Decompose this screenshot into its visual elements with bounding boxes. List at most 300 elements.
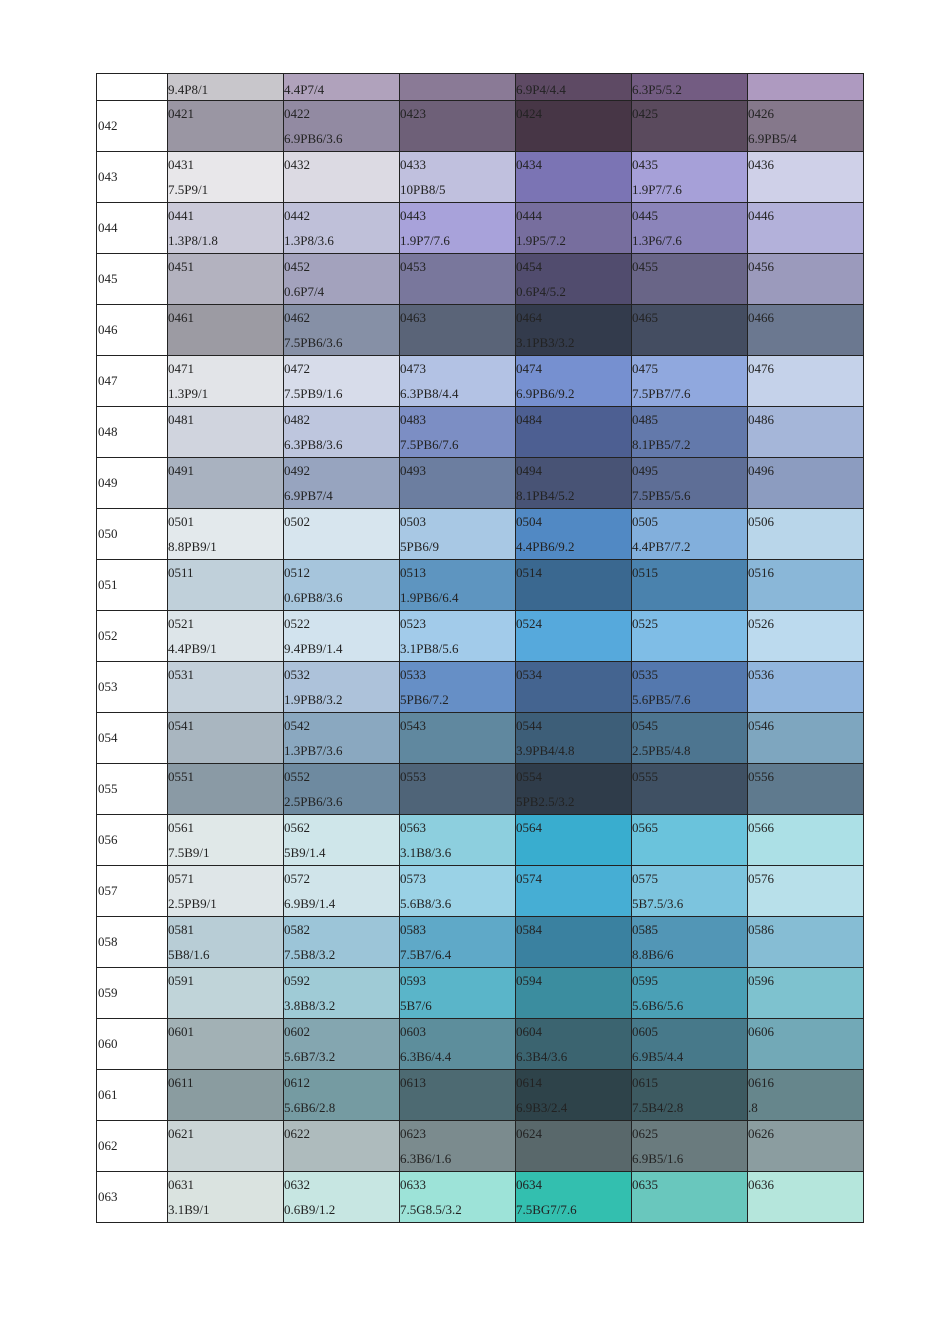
swatch-code: 0526 <box>748 616 774 631</box>
swatch-code: 0582 <box>284 922 310 937</box>
swatch-code: 0435 <box>632 157 658 172</box>
swatch-code: 0491 <box>168 463 194 478</box>
swatch-munsell-value: 5.6B6/2.8 <box>284 1100 336 1115</box>
swatch-code: 0596 <box>748 973 774 988</box>
swatch-code: 0432 <box>284 157 310 172</box>
swatch-munsell-value <box>516 585 631 610</box>
table-row <box>97 1019 864 1070</box>
swatch-code: 0436 <box>748 157 774 172</box>
color-swatch-cell <box>748 458 864 509</box>
color-chart-body <box>97 74 864 1223</box>
swatch-munsell-value: 3.8B8/3.2 <box>284 998 336 1013</box>
color-swatch-cell <box>168 917 284 968</box>
table-row <box>97 458 864 509</box>
swatch-munsell-value <box>516 891 631 916</box>
color-swatch-cell <box>516 866 632 917</box>
swatch-munsell-value <box>516 687 631 712</box>
swatch-munsell-value <box>748 279 863 304</box>
color-swatch-cell <box>400 764 516 815</box>
swatch-munsell-value <box>632 789 747 814</box>
color-swatch-cell <box>516 815 632 866</box>
swatch-code: 0625 <box>632 1126 658 1141</box>
swatch-munsell-value: 10PB8/5 <box>400 182 446 197</box>
swatch-munsell-value <box>748 381 863 406</box>
swatch-munsell-value: 5PB6/9 <box>400 539 440 554</box>
color-swatch-cell <box>168 1121 284 1172</box>
row-label: 053 <box>97 662 168 713</box>
swatch-code: 0552 <box>284 769 310 784</box>
swatch-munsell-value: 1.3P6/7.6 <box>632 233 682 248</box>
color-swatch-cell <box>168 1019 284 1070</box>
color-swatch-cell <box>400 458 516 509</box>
swatch-code: 0515 <box>632 565 658 580</box>
swatch-code: 0541 <box>168 718 194 733</box>
swatch-munsell-value <box>284 177 399 202</box>
table-row <box>97 254 864 305</box>
swatch-code: 0624 <box>516 1126 542 1141</box>
swatch-munsell-value: 5.6B7/3.2 <box>284 1049 336 1064</box>
table-row <box>97 662 864 713</box>
swatch-code: 0593 <box>400 973 426 988</box>
swatch-code: 0616 <box>748 1075 774 1090</box>
swatch-munsell-value <box>284 534 399 559</box>
color-swatch-cell <box>632 917 748 968</box>
swatch-code: 0623 <box>400 1126 426 1141</box>
color-swatch-cell <box>168 815 284 866</box>
color-swatch-cell <box>748 356 864 407</box>
color-swatch-cell <box>748 509 864 560</box>
swatch-code: 0563 <box>400 820 426 835</box>
swatch-munsell-value: 3.1B8/3.6 <box>400 845 452 860</box>
swatch-code: 0472 <box>284 361 310 376</box>
swatch-code: 0602 <box>284 1024 310 1039</box>
color-swatch-cell <box>400 917 516 968</box>
swatch-munsell-value <box>748 687 863 712</box>
color-swatch-cell <box>400 1070 516 1121</box>
swatch-munsell-value: 5PB6/7.2 <box>400 692 449 707</box>
color-swatch-cell <box>516 356 632 407</box>
swatch-munsell-value: 2.5PB6/3.6 <box>284 794 343 809</box>
color-swatch-cell <box>284 458 400 509</box>
color-swatch-cell <box>284 1070 400 1121</box>
color-swatch-cell <box>516 74 632 101</box>
color-swatch-cell <box>516 560 632 611</box>
swatch-code: 0621 <box>168 1126 194 1141</box>
swatch-munsell-value: 6.9B9/1.4 <box>284 896 336 911</box>
swatch-code: 0543 <box>400 718 426 733</box>
swatch-code: 0591 <box>168 973 194 988</box>
swatch-munsell-value <box>748 840 863 865</box>
swatch-munsell-value <box>748 330 863 355</box>
swatch-munsell-value: 6.3PB8/4.4 <box>400 386 459 401</box>
color-swatch-cell <box>284 152 400 203</box>
color-swatch-cell <box>632 815 748 866</box>
color-swatch-cell <box>168 1070 284 1121</box>
row-label: 048 <box>97 407 168 458</box>
color-swatch-cell <box>284 305 400 356</box>
color-swatch-cell <box>168 509 284 560</box>
swatch-code: 0423 <box>400 106 426 121</box>
table-row <box>97 713 864 764</box>
swatch-code: 0534 <box>516 667 542 682</box>
color-swatch-cell <box>400 713 516 764</box>
color-swatch-cell <box>748 917 864 968</box>
color-swatch-cell <box>748 1019 864 1070</box>
color-swatch-cell <box>516 662 632 713</box>
swatch-munsell-value <box>168 432 283 457</box>
swatch-munsell-value: 5B7.5/3.6 <box>632 896 684 911</box>
color-swatch-cell <box>168 662 284 713</box>
swatch-code: 0544 <box>516 718 542 733</box>
swatch-code: 0532 <box>284 667 310 682</box>
color-swatch-cell <box>284 917 400 968</box>
swatch-munsell-value: 3.1PB3/3.2 <box>516 335 575 350</box>
swatch-munsell-value: 7.5B4/2.8 <box>632 1100 684 1115</box>
swatch-munsell-value <box>748 1044 863 1069</box>
swatch-code: 0451 <box>168 259 194 274</box>
color-swatch-cell <box>284 866 400 917</box>
swatch-munsell-value: 6.3B6/4.4 <box>400 1049 452 1064</box>
color-swatch-cell <box>748 203 864 254</box>
swatch-munsell-value <box>632 330 747 355</box>
swatch-code: 0613 <box>400 1075 426 1090</box>
row-label: 051 <box>97 560 168 611</box>
swatch-munsell-value: 0.6P4/5.2 <box>516 284 566 299</box>
swatch-munsell-value <box>748 993 863 1018</box>
color-swatch-cell <box>516 764 632 815</box>
swatch-munsell-value: 5PB2.5/3.2 <box>516 794 575 809</box>
color-swatch-cell <box>516 458 632 509</box>
swatch-code: 0571 <box>168 871 194 886</box>
color-swatch-cell <box>284 1121 400 1172</box>
swatch-munsell-value <box>748 942 863 967</box>
color-swatch-cell <box>400 1172 516 1223</box>
swatch-code: 0524 <box>516 616 542 631</box>
color-swatch-cell <box>516 203 632 254</box>
swatch-code: 0443 <box>400 208 426 223</box>
swatch-code: 0533 <box>400 667 426 682</box>
color-swatch-cell <box>632 356 748 407</box>
swatch-munsell-value <box>516 1146 631 1171</box>
swatch-code: 0555 <box>632 769 658 784</box>
swatch-code: 0566 <box>748 820 774 835</box>
swatch-munsell-value <box>400 483 515 508</box>
color-swatch-cell <box>748 101 864 152</box>
swatch-munsell-value <box>748 534 863 559</box>
swatch-munsell-value <box>748 738 863 763</box>
color-swatch-cell <box>748 1070 864 1121</box>
color-swatch-cell <box>400 662 516 713</box>
swatch-code: 0631 <box>168 1177 194 1192</box>
swatch-code: 0562 <box>284 820 310 835</box>
color-swatch-cell <box>748 815 864 866</box>
color-swatch-cell <box>632 764 748 815</box>
swatch-code: 0551 <box>168 769 194 784</box>
color-swatch-cell <box>400 611 516 662</box>
swatch-munsell-value <box>168 1095 283 1120</box>
color-swatch-cell <box>516 305 632 356</box>
swatch-code: 0461 <box>168 310 194 325</box>
color-swatch-cell <box>632 407 748 458</box>
swatch-code: 0442 <box>284 208 310 223</box>
swatch-code: 0576 <box>748 871 774 886</box>
row-label: 044 <box>97 203 168 254</box>
swatch-code: 0553 <box>400 769 426 784</box>
swatch-munsell-value: 7.5PB6/7.6 <box>400 437 459 452</box>
table-row <box>97 866 864 917</box>
swatch-code: 0463 <box>400 310 426 325</box>
swatch-code: 0626 <box>748 1126 774 1141</box>
swatch-code: 0572 <box>284 871 310 886</box>
swatch-code: 0513 <box>400 565 426 580</box>
swatch-munsell-value: 4.4PB7/7.2 <box>632 539 691 554</box>
row-label: 060 <box>97 1019 168 1070</box>
color-swatch-cell <box>168 968 284 1019</box>
color-swatch-cell <box>284 713 400 764</box>
swatch-munsell-value: 1.9P7/7.6 <box>400 233 450 248</box>
swatch-munsell-value: 1.9PB6/6.4 <box>400 590 459 605</box>
swatch-code: 0575 <box>632 871 658 886</box>
swatch-code: 0516 <box>748 565 774 580</box>
swatch-munsell-value <box>168 1044 283 1069</box>
color-swatch-cell <box>168 866 284 917</box>
swatch-munsell-value: 6.3PB8/3.6 <box>284 437 343 452</box>
color-swatch-cell <box>516 1019 632 1070</box>
swatch-munsell-value: 7.5B9/1 <box>168 845 210 860</box>
swatch-munsell-value: .8 <box>748 1100 758 1115</box>
table-row <box>97 560 864 611</box>
color-swatch-cell <box>748 560 864 611</box>
swatch-code: 0583 <box>400 922 426 937</box>
swatch-munsell-value <box>748 891 863 916</box>
swatch-munsell-value <box>400 126 515 151</box>
row-label: 059 <box>97 968 168 1019</box>
swatch-munsell-value <box>516 432 631 457</box>
color-swatch-cell <box>400 815 516 866</box>
color-swatch-cell <box>284 560 400 611</box>
swatch-munsell-value <box>168 279 283 304</box>
table-row <box>97 764 864 815</box>
color-swatch-cell <box>632 1070 748 1121</box>
table-row <box>97 305 864 356</box>
color-swatch-cell <box>400 74 516 101</box>
table-row <box>97 203 864 254</box>
color-swatch-cell <box>284 101 400 152</box>
row-label <box>97 74 168 101</box>
swatch-munsell-value: 5.6B6/5.6 <box>632 998 684 1013</box>
swatch-code: 0636 <box>748 1177 774 1192</box>
swatch-code: 0426 <box>748 106 774 121</box>
row-label: 043 <box>97 152 168 203</box>
color-swatch-cell <box>748 968 864 1019</box>
color-swatch-cell <box>400 1121 516 1172</box>
swatch-code: 0573 <box>400 871 426 886</box>
swatch-code: 0486 <box>748 412 774 427</box>
swatch-munsell-value <box>748 1146 863 1171</box>
color-swatch-cell <box>516 101 632 152</box>
swatch-munsell-value: 1.9P7/7.6 <box>632 182 682 197</box>
color-swatch-cell <box>284 509 400 560</box>
swatch-code: 0476 <box>748 361 774 376</box>
color-swatch-cell <box>400 968 516 1019</box>
swatch-munsell-value: 7.5PB7/7.6 <box>632 386 691 401</box>
row-label: 049 <box>97 458 168 509</box>
swatch-code: 0614 <box>516 1075 542 1090</box>
swatch-code: 0584 <box>516 922 542 937</box>
color-swatch-cell <box>168 254 284 305</box>
color-swatch-cell <box>400 305 516 356</box>
swatch-munsell-value: 8.8PB9/1 <box>168 539 217 554</box>
table-row <box>97 815 864 866</box>
swatch-code: 0434 <box>516 157 542 172</box>
color-swatch-cell <box>284 254 400 305</box>
row-label: 052 <box>97 611 168 662</box>
swatch-code: 0595 <box>632 973 658 988</box>
swatch-munsell-value: 4.4PB9/1 <box>168 641 217 656</box>
swatch-code: 0433 <box>400 157 426 172</box>
swatch-code: 0521 <box>168 616 194 631</box>
color-swatch-cell <box>748 764 864 815</box>
swatch-code: 0505 <box>632 514 658 529</box>
swatch-code: 0466 <box>748 310 774 325</box>
color-swatch-cell <box>632 1019 748 1070</box>
swatch-munsell-value <box>748 483 863 508</box>
swatch-code: 0422 <box>284 106 310 121</box>
color-swatch-cell <box>748 407 864 458</box>
color-swatch-cell <box>284 407 400 458</box>
swatch-munsell-value <box>516 942 631 967</box>
swatch-munsell-value: 7.5PB5/5.6 <box>632 488 691 503</box>
swatch-code: 0481 <box>168 412 194 427</box>
row-label: 045 <box>97 254 168 305</box>
color-swatch-cell <box>400 254 516 305</box>
swatch-code: 0493 <box>400 463 426 478</box>
swatch-code: 0594 <box>516 973 542 988</box>
color-swatch-cell <box>400 203 516 254</box>
swatch-munsell-value: 6.9PB6/3.6 <box>284 131 343 146</box>
table-row <box>97 968 864 1019</box>
color-swatch-cell <box>632 1121 748 1172</box>
color-swatch-cell <box>748 713 864 764</box>
swatch-munsell-value: 6.3B4/3.6 <box>516 1049 568 1064</box>
swatch-code: 0454 <box>516 259 542 274</box>
color-swatch-cell <box>748 254 864 305</box>
row-label: 056 <box>97 815 168 866</box>
swatch-munsell-value <box>748 432 863 457</box>
row-label: 042 <box>97 101 168 152</box>
color-swatch-cell <box>168 458 284 509</box>
color-swatch-cell <box>748 1172 864 1223</box>
color-swatch-cell <box>632 713 748 764</box>
swatch-munsell-value: 8.1PB5/7.2 <box>632 437 691 452</box>
swatch-code: 0556 <box>748 769 774 784</box>
swatch-code: 0465 <box>632 310 658 325</box>
table-row <box>97 1172 864 1223</box>
swatch-code: 0475 <box>632 361 658 376</box>
color-swatch-cell <box>168 611 284 662</box>
color-swatch-cell <box>632 662 748 713</box>
color-swatch-cell <box>400 560 516 611</box>
swatch-code: 0452 <box>284 259 310 274</box>
swatch-munsell-value <box>516 840 631 865</box>
row-label: 055 <box>97 764 168 815</box>
color-swatch-cell <box>284 356 400 407</box>
swatch-munsell-value: 6.9PB7/4 <box>284 488 333 503</box>
swatch-munsell-value <box>632 585 747 610</box>
swatch-code: 0502 <box>284 514 310 529</box>
swatch-munsell-value: 7.5B7/6.4 <box>400 947 452 962</box>
swatch-munsell-value <box>632 636 747 661</box>
swatch-munsell-value <box>168 738 283 763</box>
color-swatch-cell <box>168 101 284 152</box>
swatch-munsell-value <box>632 279 747 304</box>
swatch-code: 0611 <box>168 1075 194 1090</box>
swatch-munsell-value: 3.9PB4/4.8 <box>516 743 575 758</box>
swatch-munsell-value <box>748 585 863 610</box>
swatch-munsell-value <box>168 126 283 151</box>
swatch-munsell-value: 7.5B8/3.2 <box>284 947 336 962</box>
table-row <box>97 407 864 458</box>
color-swatch-cell <box>516 1070 632 1121</box>
color-swatch-cell <box>516 254 632 305</box>
swatch-munsell-value <box>748 636 863 661</box>
swatch-code: 0425 <box>632 106 658 121</box>
swatch-munsell-value: 9.4PB9/1.4 <box>284 641 343 656</box>
swatch-munsell-value: 3.1PB8/5.6 <box>400 641 459 656</box>
swatch-code: 0514 <box>516 565 542 580</box>
color-swatch-cell <box>516 1121 632 1172</box>
color-swatch-cell <box>168 74 284 101</box>
swatch-code: 0506 <box>748 514 774 529</box>
swatch-munsell-value: 7.5P9/1 <box>168 182 209 197</box>
swatch-munsell-value: 4.4PB6/9.2 <box>516 539 575 554</box>
swatch-munsell-value <box>400 330 515 355</box>
swatch-code: 0471 <box>168 361 194 376</box>
swatch-code: 0482 <box>284 412 310 427</box>
swatch-code: 0504 <box>516 514 542 529</box>
swatch-munsell-value: 6.3B6/1.6 <box>400 1151 452 1166</box>
swatch-code: 0431 <box>168 157 194 172</box>
row-label: 057 <box>97 866 168 917</box>
color-swatch-cell <box>632 968 748 1019</box>
swatch-munsell-value <box>168 1146 283 1171</box>
swatch-code: 0495 <box>632 463 658 478</box>
row-label: 063 <box>97 1172 168 1223</box>
swatch-munsell-value: 1.3PB7/3.6 <box>284 743 343 758</box>
row-label: 061 <box>97 1070 168 1121</box>
swatch-code: 0474 <box>516 361 542 376</box>
color-swatch-cell <box>516 407 632 458</box>
color-swatch-cell <box>400 866 516 917</box>
swatch-munsell-value <box>168 585 283 610</box>
swatch-munsell-value <box>284 1146 399 1171</box>
swatch-code: 0446 <box>748 208 774 223</box>
swatch-munsell-value: 6.9P4/4.4 <box>516 82 566 97</box>
swatch-code: 0601 <box>168 1024 194 1039</box>
color-swatch-cell <box>168 305 284 356</box>
color-swatch-cell <box>632 509 748 560</box>
swatch-code: 0483 <box>400 412 426 427</box>
swatch-code: 0554 <box>516 769 542 784</box>
swatch-code: 0531 <box>168 667 194 682</box>
table-row <box>97 509 864 560</box>
table-row <box>97 1070 864 1121</box>
color-swatch-cell <box>168 152 284 203</box>
swatch-code: 0455 <box>632 259 658 274</box>
swatch-code: 0525 <box>632 616 658 631</box>
color-swatch-cell <box>168 407 284 458</box>
swatch-code: 0585 <box>632 922 658 937</box>
